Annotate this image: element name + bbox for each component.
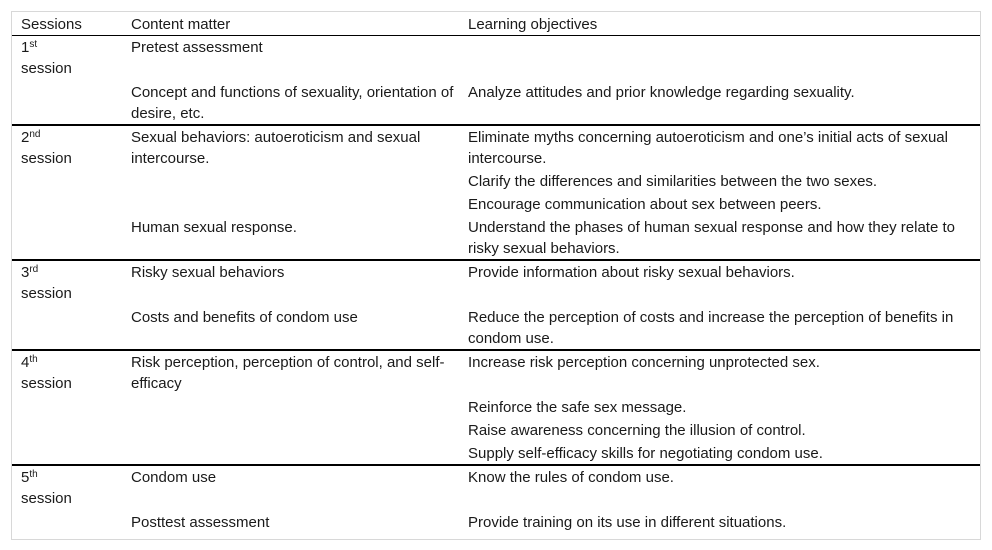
session-ordinal: th [29, 469, 38, 480]
session-ordinal: nd [29, 129, 41, 140]
table-row [12, 350, 980, 395]
session-ordinal: st [29, 39, 38, 50]
objective-cell: Supply self-efficacy skills for negotiating condom use. [468, 445, 823, 462]
session-group-5 [12, 465, 980, 533]
header-learning-objectives: Learning objectives [468, 16, 598, 33]
table-row [12, 441, 980, 465]
session-number: 2 [21, 129, 30, 146]
objective-cell: Provide information about risky sexual behaviors. [468, 264, 795, 281]
session-word: session [21, 490, 72, 507]
objective-cell: Encourage communication about sex between peers. [468, 196, 822, 213]
session-number: 3 [21, 264, 30, 281]
session-label [12, 125, 122, 260]
header-content-matter: Content matter [131, 16, 231, 33]
session-label [12, 260, 122, 350]
content-cell [122, 418, 459, 441]
sessions-table [12, 12, 980, 533]
objective-cell: Clarify the differences and similarities between the two sexes. [468, 173, 878, 190]
session-word: session [21, 285, 72, 302]
session-number: 1 [21, 39, 30, 56]
objective-cell: Know the rules of condom use. [468, 469, 674, 486]
session-label [12, 350, 122, 465]
table-row [12, 169, 980, 192]
content-cell: Costs and benefits of condom use [131, 309, 358, 326]
session-ordinal: rd [29, 264, 39, 275]
objective-cell: Understand the phases of human sexual response and how they relate to risky sexual behaviors. [468, 219, 955, 257]
session-group-4 [12, 350, 980, 465]
content-cell [122, 192, 459, 215]
session-number: 4 [21, 354, 30, 371]
objective-cell: Reinforce the safe sex message. [468, 399, 687, 416]
table-row [12, 510, 980, 533]
content-cell: Risk perception, perception of control, and self-efficacy [131, 354, 445, 392]
session-ordinal: th [29, 354, 38, 365]
objective-cell: Eliminate myths concerning autoeroticism and one’s initial acts of sexual intercourse. [468, 129, 948, 167]
content-cell: Risky sexual behaviors [131, 264, 285, 281]
table-row [12, 125, 980, 169]
objective-cell: Reduce the perception of costs and increase the perception of benefits in condom use. [468, 309, 954, 347]
table-row [12, 418, 980, 441]
table-row [12, 36, 980, 81]
content-cell: Human sexual response. [131, 219, 297, 236]
content-cell: Condom use [131, 469, 217, 486]
sessions-table-container [11, 11, 981, 540]
session-label [12, 465, 122, 533]
content-cell [122, 169, 459, 192]
session-group-3 [12, 260, 980, 350]
content-cell: Posttest assessment [131, 514, 270, 531]
header-sessions: Sessions [21, 16, 82, 33]
table-row [12, 80, 980, 125]
session-number: 5 [21, 469, 30, 486]
content-cell: Concept and functions of sexuality, orientation of desire, etc. [131, 84, 454, 122]
objective-cell [459, 36, 980, 81]
objective-cell: Provide training on its use in different situations. [468, 514, 787, 531]
table-row [12, 192, 980, 215]
content-cell: Pretest assessment [131, 39, 263, 56]
session-word: session [21, 150, 72, 167]
objective-cell: Increase risk perception concerning unprotected sex. [468, 354, 820, 371]
content-cell: Sexual behaviors: autoeroticism and sexual intercourse. [131, 129, 421, 167]
table-row [12, 465, 980, 510]
objective-cell: Raise awareness concerning the illusion of control. [468, 422, 806, 439]
session-word: session [21, 60, 72, 77]
header-row [12, 12, 980, 36]
session-group-2 [12, 125, 980, 260]
session-word: session [21, 375, 72, 392]
session-group-1 [12, 36, 980, 126]
content-cell [122, 441, 459, 465]
session-label [12, 36, 122, 126]
table-row [12, 260, 980, 305]
objective-cell: Analyze attitudes and prior knowledge regarding sexuality. [468, 84, 855, 101]
table-row [12, 305, 980, 350]
table-row [12, 215, 980, 260]
